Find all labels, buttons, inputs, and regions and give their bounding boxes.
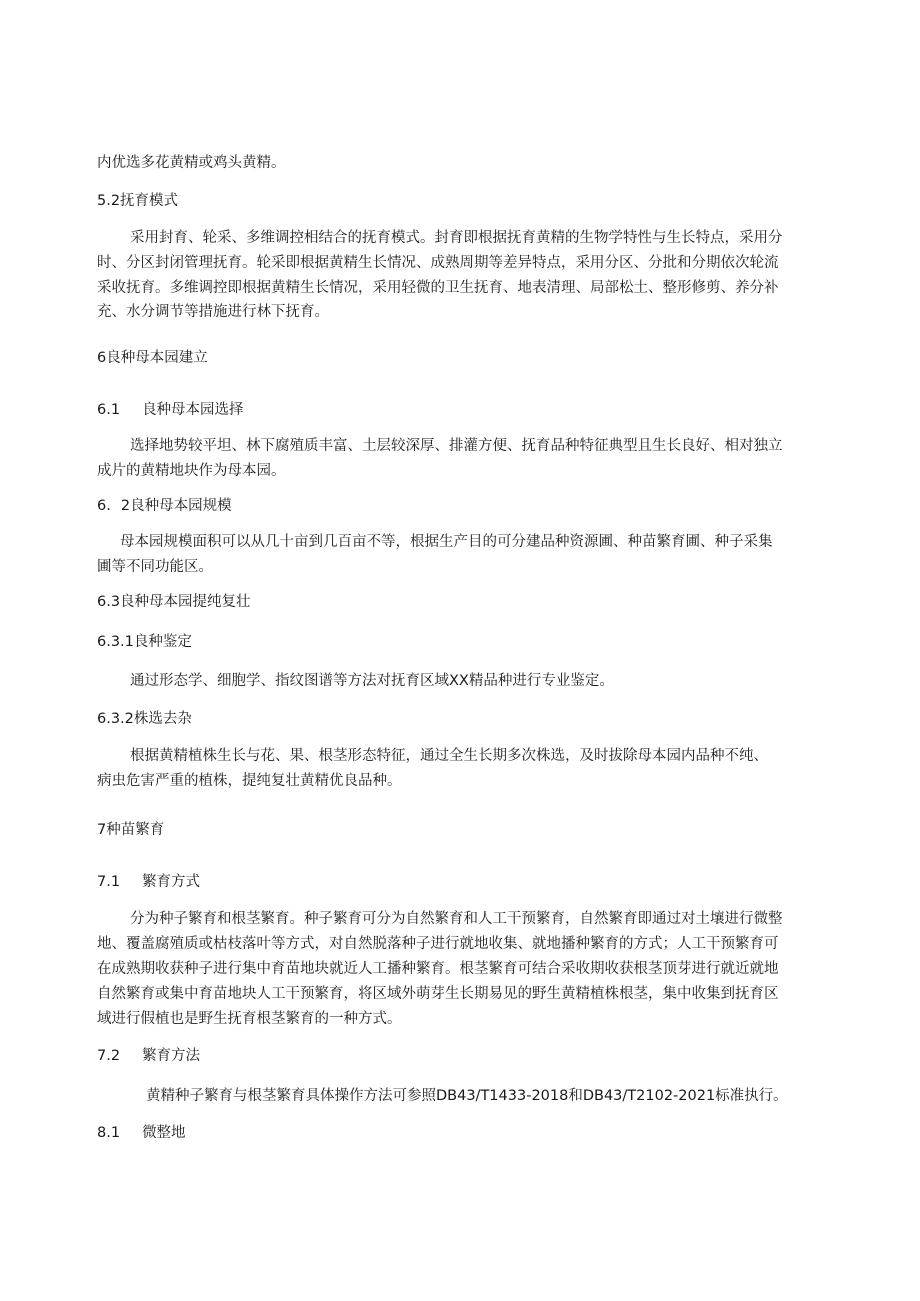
paragraph-line: 成片的黄精地块作为母本园。 <box>97 463 286 479</box>
section-heading-8-1 <box>97 1123 186 1143</box>
paragraph-line: 通过形态学、细胞学、指纹图谱等方法对抚育区域XX精品种进行专业鉴定。 <box>130 673 614 689</box>
section-title: 良种母本园选择 <box>142 402 244 418</box>
paragraph-line: 地、覆盖腐殖质或枯枝落叶等方式，对自然脱落种子进行就地收集、就地播种繁育的方式；人工干预繁育可 <box>97 936 779 952</box>
section-number: 7.2 <box>97 1048 121 1064</box>
section-heading-6: 6良种母本园建立 <box>97 350 208 366</box>
section-heading-6-2 <box>97 496 232 516</box>
paragraph-line: 域进行假植也是野生抚育根茎繁育的一种方式。 <box>97 1011 402 1027</box>
section-heading-6-1 <box>97 400 244 420</box>
section-number: 8.1 <box>97 1125 121 1141</box>
paragraph-line: 时、分区封闭管理抚育。轮采即根据黄精生长情况、成熟周期等差异特点，采用分区、分批和分期依次轮流 <box>97 255 779 271</box>
paragraph-line: 选择地势较平坦、林下腐殖质丰富、土层较深厚、排灌方便、抚育品种特征典型且生长良好、相对独立 <box>130 438 783 454</box>
paragraph-line: 根据黄精植株生长与花、果、根茎形态特征，通过全生长期多次株选，及时拔除母本园内品种不纯、 <box>130 748 768 764</box>
section-title: 繁育方式 <box>142 874 201 890</box>
section-number: 7.1 <box>97 874 121 890</box>
section-heading-7-2 <box>97 1046 200 1066</box>
paragraph-line: 圃等不同功能区。 <box>97 559 213 575</box>
section-title: 2良种母本园规模 <box>120 498 232 514</box>
section-heading-6-3-2: 6.3.2株选去杂 <box>97 711 192 727</box>
section-number: 6. <box>97 498 111 514</box>
paragraph-line: 内优选多花黄精或鸡头黄精。 <box>97 155 286 171</box>
paragraph-line: 母本园规模面积可以从几十亩到几百亩不等，根据生产目的可分建品种资源圃、种苗繁育圃、种子采集 <box>120 534 773 550</box>
paragraph-line: 充、水分调节等措施进行林下抚育。 <box>97 304 329 320</box>
section-heading-7: 7种苗繁育 <box>97 822 165 838</box>
paragraph-line: 黄精种子繁育与根茎繁育具体操作方法可参照DB43/T1433-2018和DB43/T2102-2021标准执行。 <box>146 1088 788 1104</box>
paragraph-line: 病虫危害严重的植株，提纯复壮黄精优良品种。 <box>97 773 402 789</box>
section-heading-6-3-1: 6.3.1良种鉴定 <box>97 634 192 650</box>
section-title: 繁育方法 <box>142 1048 201 1064</box>
paragraph-line: 在成熟期收获种子进行集中育苗地块就近人工播种繁育。根茎繁育可结合采收期收获根茎顶芽进行就近就地 <box>97 961 779 977</box>
paragraph-line: 分为种子繁育和根茎繁育。种子繁育可分为自然繁育和人工干预繁育，自然繁育即通过对土壤进行微整 <box>130 911 783 927</box>
section-heading-6-3: 6.3良种母本园提纯复壮 <box>97 594 251 610</box>
paragraph-line: 采用封育、轮采、多维调控相结合的抚育模式。封育即根据抚育黄精的生物学特性与生长特点，采用分 <box>130 230 783 246</box>
section-title: 微整地 <box>142 1125 186 1141</box>
section-number: 6.1 <box>97 402 121 418</box>
section-heading-5-2: 5.2抚育模式 <box>97 193 179 209</box>
paragraph-line: 自然繁育或集中育苗地块人工干预繁育，将区域外萌芽生长期易见的野生黄精植株根茎，集中收集到抚育区 <box>97 986 779 1002</box>
section-heading-7-1 <box>97 872 200 892</box>
paragraph-line: 采收抚育。多维调控即根据黄精生长情况，采用轻微的卫生抚育、地表清理、局部松土、整形修剪、养分补 <box>97 280 779 296</box>
